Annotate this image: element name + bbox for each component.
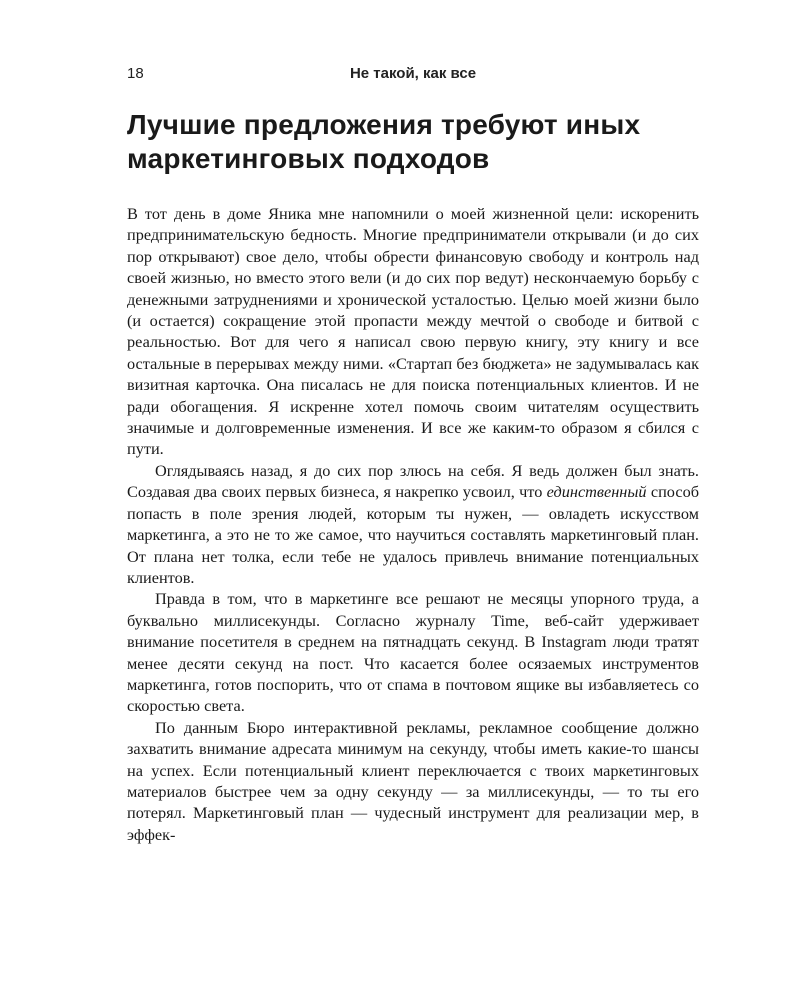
emphasized-word: единственный: [546, 482, 647, 502]
running-title: Не такой, как все: [349, 65, 477, 82]
section-title: Лучшие предложения требуют иных маркетинговых подходов: [127, 109, 641, 174]
book-page: [127, 60, 699, 845]
body-text: [127, 203, 699, 845]
paragraph-2: [127, 460, 699, 588]
paragraph-2-part-1: Оглядываясь назад, я до сих пор злюсь на себя. Я ведь должен был знать. Создавая два своих первых бизнеса, я накрепко усвоил, что: [127, 460, 699, 502]
page-number: 18: [127, 65, 144, 82]
paragraph-3: Правда в том, что в маркетинге все решают не месяцы упорного труда, а буквально миллисекунды. Согласно журналу Time, веб-сайт удерживает внимание посетителя в среднем на пятнадцать секунд. В Instagram люди тратят менее десяти секунд на пост. Что касается более осязаемых инструментов маркетинга, готов поспорить, что от спама в почтовом ящике вы избавляетесь со скоростью света.: [127, 589, 699, 716]
paragraph-4: По данным Бюро интерактивной рекламы, рекламное сообщение должно захватить внимание адресата минимум на секунду, чтобы иметь какие-то шансы на успех. Если потенциальный клиент переключается с твоих маркетинговых материалов быстрее чем за одну секунду — за миллисекунды, — то ты его потерял. Маркетинговый план — чудесный инструмент для реализации мер, в эффек-: [127, 717, 699, 844]
running-head: [127, 60, 699, 84]
paragraph-2-part-2: способ попасть в поле зрения людей, которым ты нужен, — овладеть искусством маркетинга, а это не то же самое, что научиться составлять маркетинговый план. От плана нет толка, если тебе не удалось привлечь внимание потенциальных клиентов.: [127, 482, 699, 587]
paragraph-1: В тот день в доме Яника мне напомнили о моей жизненной цели: искоренить предпринимательскую бедность. Многие предприниматели открывали (и до сих пор открывают) свое дело, чтобы обрести финансовую свободу и контроль над своей жизнью, но вместо этого вели (и до сих пор ведут) нескончаемую борьбу с денежными затруднениями и хронической усталостью. Целью моей жизни было (и остается) сокращение этой пропасти между мечтой о свободе и битвой с реальностью. Вот для чего я написал свою первую книгу, эту книгу и все остальные в перерывах между ними. «Стартап без бюджета» не задумывалась как визитная карточка. Она писалась не для поиска потенциальных клиентов. И не ради обогащения. Я искренне хотел помочь своим читателям осуществить значимые и долговременные изменения. И все же каким-то образом я сбился с пути.: [127, 204, 699, 459]
